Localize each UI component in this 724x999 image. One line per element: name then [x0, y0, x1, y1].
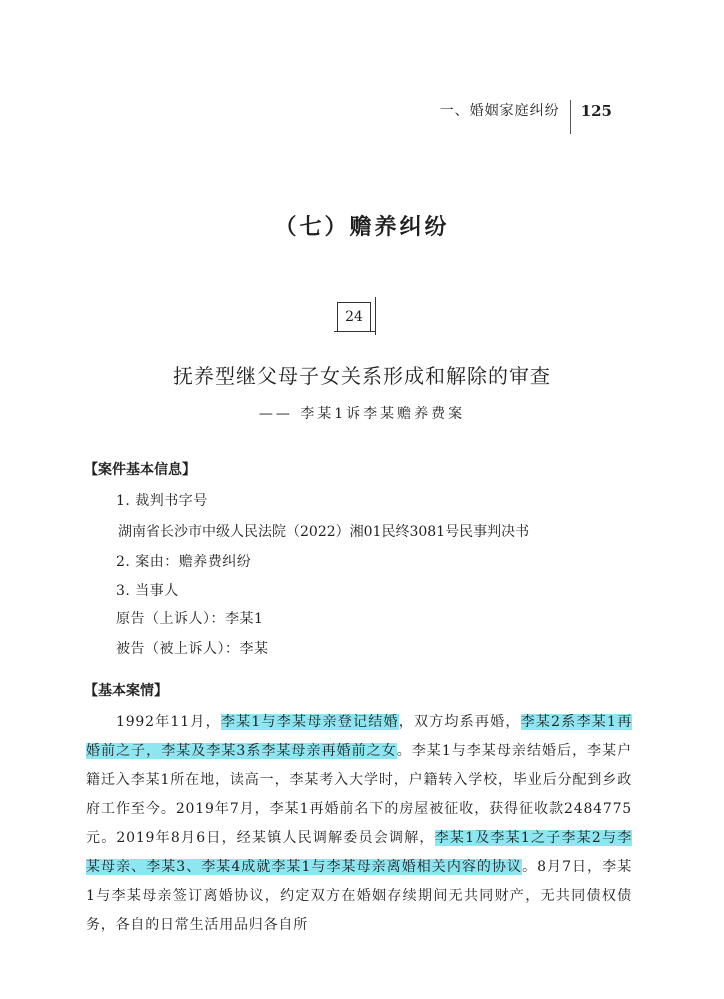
case-subtitle: —— 李某1诉李某赡养费案 — [258, 406, 466, 422]
facts-segment: 1992年11月， — [116, 714, 221, 730]
info-line: 1. 裁判书字号 — [116, 493, 208, 509]
facts-segment: ，双方均系再婚， — [398, 714, 521, 730]
facts-paragraph — [86, 708, 632, 940]
case-number: 24 — [345, 309, 363, 325]
facts-segment-highlighted: 李某2系李某1再婚前之子，李某及李某3系李某母亲再婚前之女 — [86, 714, 632, 759]
info-line: 3. 当事人 — [116, 583, 179, 599]
case-title: 抚养型继父母子女关系形成和解除的审查 — [173, 364, 551, 388]
info-line: 湖南省长沙市中级人民法院（2022）湘01民终3081号民事判决书 — [118, 524, 530, 540]
facts-segment-highlighted: 李某1与李某母亲登记结婚 — [220, 714, 399, 730]
info-line: 被告（被上诉人）：李某 — [116, 641, 269, 657]
info-line: 2. 案由：赡养费纠纷 — [116, 554, 252, 570]
facts-segment: 。8月7日，李某1与李某母亲签订离婚协议，约定双方在婚姻存续期间无共同财产，无共同债权债务，各自的日常生活用品归各自所 — [86, 859, 632, 933]
section-title: （七）赡养纠纷 — [274, 214, 450, 240]
info-line: 原告（上诉人）：李某1 — [116, 611, 264, 627]
running-head-title: 一、婚姻家庭纠纷 — [440, 100, 571, 134]
facts-segment-highlighted: 李某1及李某1之子李某2与李某母亲、李某3、李某4成就李某1与李某母亲离婚相关内容的协议 — [86, 830, 632, 875]
case-number-box — [337, 302, 371, 332]
running-head — [440, 100, 612, 134]
facts-segment: 。李某1与李某母亲结婚后，李某户籍迁入李某1所在地，读高一，李某考入大学时，户籍转入学校，毕业后分配到乡政府工作至今。2019年7月，李某1再婚前名下的房屋被征收，获得征收款2484775元。2019年8月6日，经某镇人民调解委员会调解， — [86, 743, 632, 846]
facts-heading: 【基本案情】 — [84, 683, 168, 699]
basic-info-heading: 【案件基本信息】 — [84, 462, 196, 478]
page-number: 125 — [580, 102, 612, 120]
